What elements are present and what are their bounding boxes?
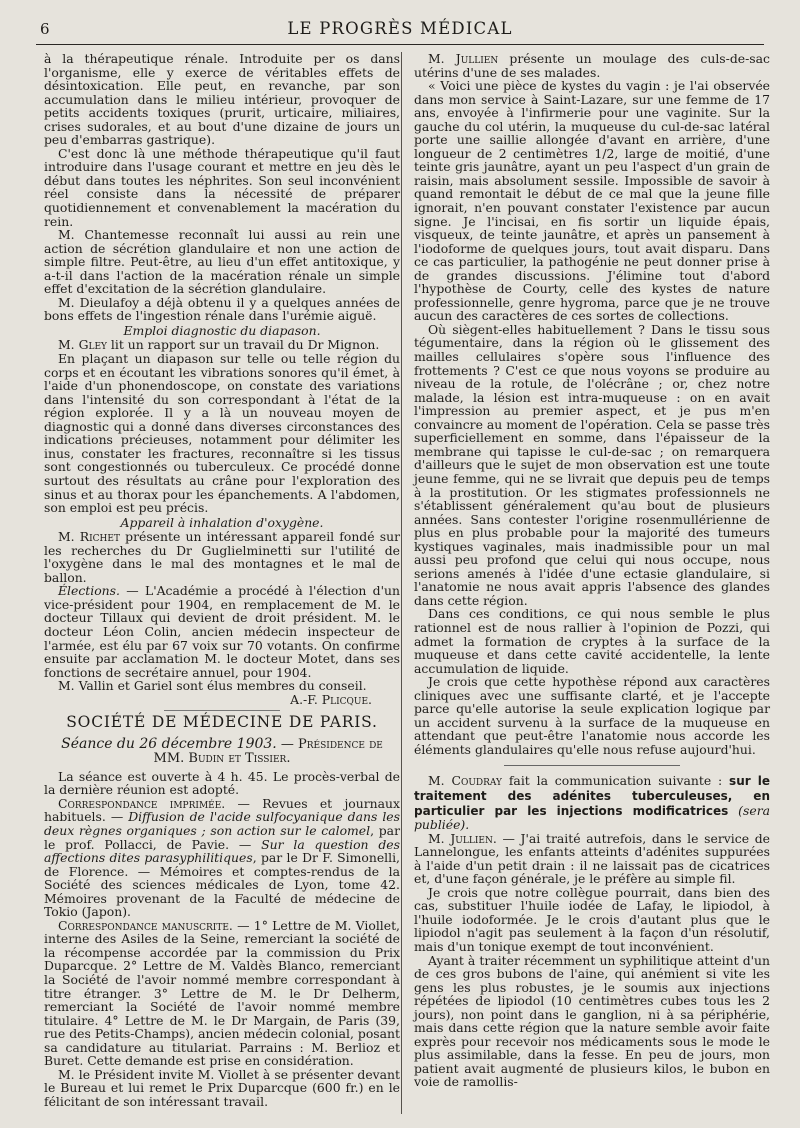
journal-title: LE PROGRÈS MÉDICAL [287, 19, 513, 38]
signature: A.-F. Plicque. [290, 691, 372, 707]
column-divider [401, 52, 402, 1114]
right-column [414, 52, 770, 1089]
paragraph: En plaçant un diapason sur telle ou telle région du corps et en écoutant les vibrations sonores qu'il émet, à l'aide d'un phonendoscope, on constate des variations dans l'intensité du son correspondant à l'état de la région explorée. Il y a là un nouveau moyen de diagnostic qui a donné dans diverses circonstances des indications précieuses, notamment pour délimiter les inus, constater les fractures, reconnaître si les tissus sont congestionnés ou tuberculeux. Ce procédé donne surtout des résultats au crâne pour l'exploration des sinus et au thorax pour les épanchements. A l'abdomen, son emploi est peu précis. [44, 351, 400, 516]
page-header [36, 18, 764, 45]
paragraph: Où siègent-elles habituellement ? Dans le tissu sous tégumentaire, dans la région où le glissement des mailles cellulaires s'opère sous l'influence des frottements ? C'est ce que nous voyons se produire au niveau de la rotule, de l'olécrâne ; or, chez notre malade, la lésion est intra-muqueuse : on en avait l'impression au premier aspect, et je pus m'en convaincre au moment de l'opération. Cela se passe très superficiellement en somme, dans l'épaisseur de la membrane qui tapisse le cul-de-sac ; on remarquera d'ailleurs que le sujet de mon observation est une toute jeune femme, qui ne se livrait que depuis peu de temps à la prostitution. Or les stigmates professionnels ne s'établissent généralement qu'au bout de plusieurs années. Sans contester l'origine rosenmullérienne de plus en plus probable pour la majorité des tumeurs kystiques vaginales, mais inadmissible pour un mal aussi peu profond que celui qui nous occupe, nous serions amenés à l'idée d'une ectasie glandulaire, si l'anatomie ne nous avait appris l'absence des glandes dans cette région. [414, 321, 770, 608]
label-correspondance: Correspondance imprimée. [58, 795, 226, 811]
subheading-diapason: Emploi diagnostic du diapason. [123, 322, 321, 338]
paragraph: M. Jullien présente un moulage des culs-de-sac utérins d'une de ses malades. [414, 51, 770, 80]
paragraph: Je crois que cette hypothèse répond aux caractères cliniques avec une suffisante clarté, et je l'accepte parce qu'elle autorise la seule explication logique par un accident survenu à la surface de la muqueuse en attendant que peut-être l'anatomie nous accorde les éléments glandulaires qu'elle nous refuse aujourd'hui. [414, 674, 770, 757]
page-number: 6 [40, 20, 50, 38]
paragraph: M. Coudray fait la communication suivante : sur le traitement des adénites tuberculeuses, en particulier par les injections modificatrices (sera publiée). [414, 773, 771, 833]
label-correspondance-manuscrite: Correspondance manuscrite. [58, 917, 233, 933]
section-title: SOCIÉTÉ DE MÉDECINE DE PARIS. [44, 716, 400, 730]
paragraph: Dans ces conditions, ce qui nous semble le plus rationnel est de nous rallier à l'opinion de Pozzi, qui admet la formation de cryptes à la surface de la muqueuse et dans cette cavité accidentelle, la lente accumulation de liquide. [414, 606, 770, 676]
paragraph: Je crois que notre collègue pourrait, dans bien des cas, substituer l'huile iodée de Lafay, le lipiodol, à l'huile iodoformée. Je le crois d'autant plus que le lipiodol n'agit pas seulement à la façon d'un résolutif, mais d'un tonique exempt de tout inconvénient. [414, 884, 770, 954]
paragraph: Élections. — L'Académie a procédé à l'élection d'un vice-président pour 1904, en remplacement de M. le docteur Tillaux qui devient de droit président. M. le docteur Léon Colin, ancien médecin inspecteur de l'armée, est élu par 67 voix sur 70 votants. On confirme ensuite par acclamation M. le docteur Motet, dans ses fonctions de secrétaire annuel, pour 1904. [44, 583, 400, 680]
paragraph: Correspondance manuscrite. — 1° Lettre de M. Viollet, interne des Asiles de la Seine, remerciant la société de la récompense accordée par la commission du Prix Duparcque. 2° Lettre de M. Valdès Blanco, remerciant la Société de l'avoir nommé membre correspondant à titre étranger. 3° Lettre de M. le Dr Delherm, remerciant la Société de l'avoir nommé membre titulaire. 4° Lettre de M. le Dr Margain, de Paris (39, rue des Petits-Champs), ancien médecin colonial, posant sa candidature au titulariat. Parrains : M. Berlioz et Buret. Cette demande est prise en considération. [44, 917, 400, 1069]
author-name: M. Coudray [428, 773, 502, 789]
author-name: M. Richet [58, 529, 120, 545]
communication-title: sur le traitement des adénites tuberculeuses, en particulier par les injections modificatrices [414, 774, 770, 818]
paragraph: M. Vallin et Gariel sont élus membres du conseil. [58, 678, 367, 694]
paragraph: Ayant à traiter récemment un syphilitique atteint d'un de ces gros bubons de l'aine, qui anémient si vite les gens les plus robustes, je le soumis aux injections répétées de lipiodol (10 centimètres cubes tous les 2 jours), non point dans le ganglion, ni à sa périphérie, mais dans cette région que la nature semble avoir faite exprès pour recevoir nos médicaments sous le mode le plus assimilable, dans la fesse. En peu de jours, mon patient avait augmenté de plusieurs kilos, le bubon en voie de ramollis- [414, 952, 770, 1090]
paragraph: M. Gley lit un rapport sur un travail du Dr Mignon. [58, 337, 380, 353]
label-elections: Élections. [58, 583, 120, 599]
paragraph: « Voici une pièce de kystes du vagin : je l'ai observée dans mon service à Saint-Lazare, sur une femme de 17 ans, envoyée à l'infirmerie pour une vaginite. Sur la gauche du col utérin, la muqueuse du cul-de-sac latéral porte une saillie allongée d'avant en arrière, d'une longueur de 2 centimètres 1/2, large de moitié, d'une teinte gris jaunâtre, ayant un peu l'aspect d'un grain de raisin, mais absolument sessile. Impossible de savoir à quand remontait le début de ce mal que la jeune fille ignorait, n'en pouvant constater l'existence par aucun signe. Je l'incisai, en fis sortir un liquide épais, visqueux, de teinte jaunâtre, et après un pansement à l'iodoforme de quelques jours, tout avait disparu. Dans ce cas particulier, la pathogénie ne peut donner prise à de grandes discussions. J'élimine tout d'abord l'hypothèse de Courty, celle des kystes de nature professionnelle, genre hygroma, parce que je ne trouve aucun des caractères de ces sortes de collections. [414, 78, 770, 324]
author-name: M. Jullien. [428, 830, 497, 846]
paragraph: M. Richet présente un intéressant appareil fondé sur les recherches du Dr Guglielminetti sur l'utilité de l'oxygène dans le mal des montagnes et le mal de ballon. [44, 529, 400, 585]
seance-line: Séance du 26 décembre 1903. — Présidence de MM. Budin et Tissier. [61, 735, 383, 766]
subheading-oxygene: Appareil à inhalation d'oxygène. [120, 514, 324, 530]
seance-date: Séance du 26 décembre 1903. [61, 735, 277, 752]
paragraph: Correspondance imprimée. — Revues et journaux habituels. — Diffusion de l'acide sulfocyanique dans les deux règnes organiques ; son action sur le calomel, par le prof. Pollacci, de Pavie. — Sur la question des affections dites parasyphilitiques, par le Dr F. Simonelli, de Florence. — Mémoires et comptes-rendus de la Société des sciences médicales de Lyon, tome 42. Mémoires provenant de la Faculté de médecine de Tokio (Japon). [44, 795, 400, 920]
paragraph: M. Dieulafoy a déjà obtenu il y a quelques années de bons effets de l'ingestion rénale dans l'urémie aiguë. [44, 294, 400, 324]
paragraph: à la thérapeutique rénale. Introduite per os dans l'organisme, elle y exerce de véritables effets de désintoxication. Elle peut, en revanche, par son accumulation dans le milieu intérieur, provoquer de petits accidents toxiques (prurit, urticaire, miliaires, crises sudorales, et au bout d'une dizaine de jours un peu d'embarras gastrique). [44, 51, 400, 148]
paragraph: M. Chantemesse reconnaît lui aussi au rein une action de sécrétion glandulaire et non une action de simple filtre. Peut-être, au lieu d'un effet antitoxique, y a-t-il dans l'action de la macération rénale un simple effet d'excitation de la sécrétion glandulaire. [44, 227, 400, 297]
paragraph: C'est donc là une méthode thérapeutique qu'il faut introduire dans l'usage courant et mettre en jeu dès le début dans toutes les néphrites. Son seul inconvénient réel consiste dans la nécessité de préparer quotidiennement et convenablement la macération du rein. [44, 145, 400, 229]
author-name: M. Gley [58, 337, 107, 353]
paragraph: M. le Président invite M. Viollet à se présenter devant le Bureau et lui remet le Prix Duparcque (600 fr.) en le félicitant de son intéressant travail. [44, 1066, 400, 1109]
paragraph: La séance est ouverte à 4 h. 45. Le procès-verbal de la dernière réunion est adopté. [44, 768, 400, 798]
author-name: M. Jullien [428, 51, 499, 66]
section-rule [504, 765, 680, 766]
left-column [44, 52, 400, 1108]
paragraph: M. Jullien. — J'ai traité autrefois, dans le service de Lannelongue, les enfants atteints d'adénites suppurées à l'aide d'un petit drain : il ne laissait pas de cicatrices et, d'une façon générale, je le préfère au simple fil. [414, 830, 770, 887]
